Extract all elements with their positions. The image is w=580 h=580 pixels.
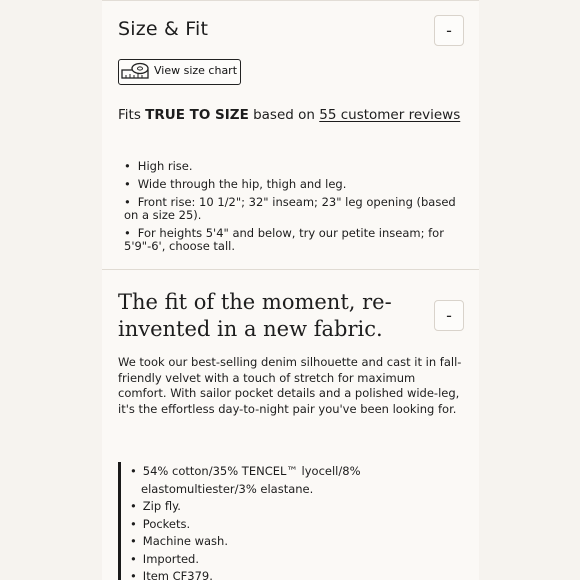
product-specs-list — [130, 463, 450, 580]
fit-summary — [118, 107, 460, 123]
details-heading: The fit of the moment, re-invented in a new fabric. — [118, 290, 392, 341]
list-item: • Machine wash. — [130, 533, 450, 551]
fits-prefix: Fits — [118, 107, 146, 123]
list-item: • Imported. — [130, 551, 450, 569]
size-fit-collapse-button[interactable]: - — [434, 15, 464, 46]
customer-reviews-link[interactable]: 55 customer reviews — [319, 107, 461, 123]
list-item: • Front rise: 10 1/2"; 32" inseam; 23" leg opening (based on a size 25). — [124, 196, 459, 222]
details-collapse-button[interactable]: - — [434, 300, 464, 331]
list-item: • Wide through the hip, thigh and leg. — [124, 178, 459, 191]
measuring-tape-icon — [121, 62, 151, 80]
product-details-panel — [102, 0, 479, 580]
fits-middle: based on — [248, 107, 320, 123]
list-item: • Pockets. — [130, 516, 450, 534]
fit-rating: TRUE TO SIZE — [145, 107, 249, 123]
details-accent-bar — [118, 462, 121, 580]
product-description: We took our best-selling denim silhouette and cast it in fall-friendly velvet with a touch of stretch for maximum comfort. With sailor pocket details and a polished wide-leg, it's the effortless day-to-night pair you've been looking for. — [118, 355, 462, 416]
list-item: • Zip fly. — [130, 498, 450, 516]
fit-specs-list — [124, 160, 459, 258]
top-divider — [102, 0, 479, 1]
size-fit-heading: Size & Fit — [118, 18, 209, 40]
view-size-chart-label: View size chart — [154, 64, 238, 77]
list-item: • High rise. — [124, 160, 459, 173]
list-item: • Item CF379. — [130, 568, 450, 580]
section-divider — [102, 269, 479, 270]
list-item: • For heights 5'4" and below, try our petite inseam; for 5'9"-6', choose tall. — [124, 227, 459, 253]
list-item: • 54% cotton/35% TENCEL™ lyocell/8% elastomultiester/3% elastane. — [130, 463, 450, 498]
view-size-chart-button[interactable] — [118, 59, 241, 85]
